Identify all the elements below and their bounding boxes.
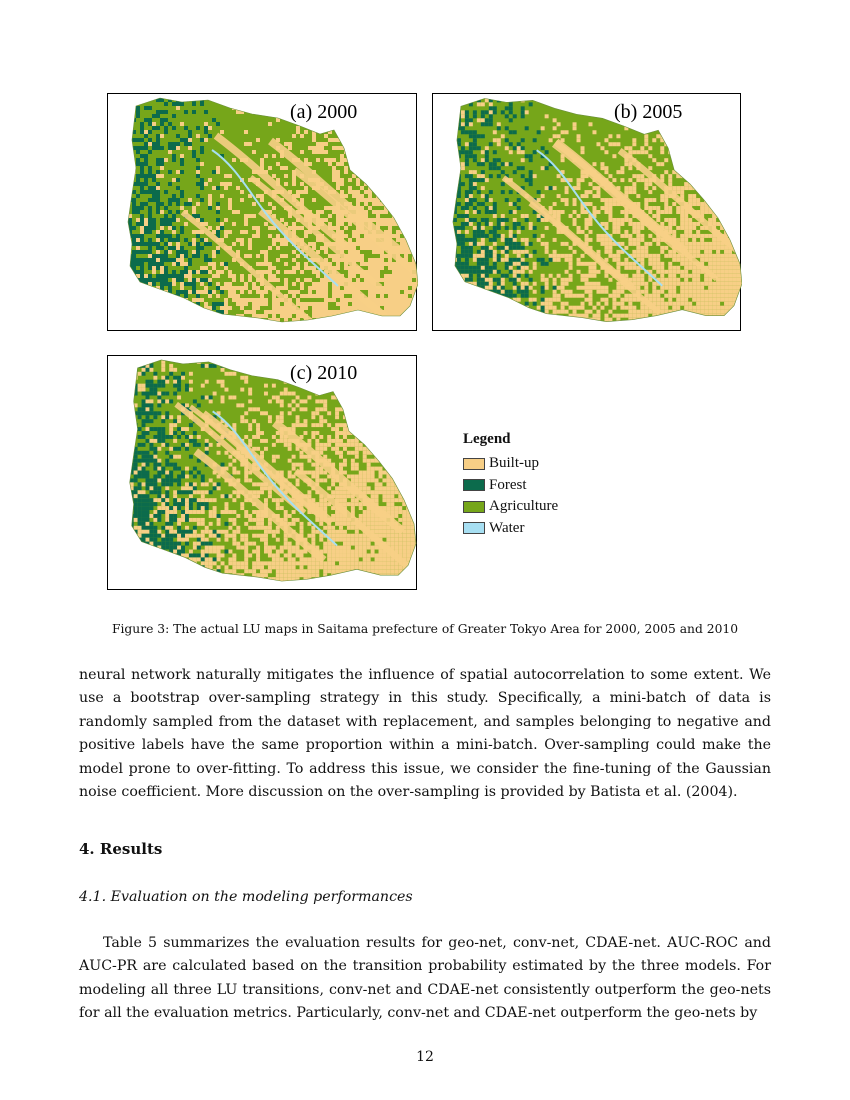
legend-label-forest: Forest xyxy=(489,476,527,493)
map-panel-2005 xyxy=(432,93,741,331)
lu-map-2000 xyxy=(108,94,418,332)
lu-map-2010 xyxy=(108,356,418,591)
legend-swatch-agriculture xyxy=(463,501,485,513)
panel-label-2010: (c) 2010 xyxy=(290,362,358,384)
body-paragraph-2: Table 5 summarizes the evaluation results for geo-net, conv-net, CDAE-net. AUC-ROC and AUC-PR are calculated based on the transition probability estimated by the three models. For modeling all three LU transitions, conv-net and CDAE-net consistently outperform the geo-nets for all the evaluation metrics. Particularly, conv-net and CDAE-net outperform the geo-nets by xyxy=(79,935,771,1022)
map-panel-2010 xyxy=(107,355,417,590)
map-panel-2000 xyxy=(107,93,417,331)
body-paragraph-1: neural network naturally mitigates the influence of spatial autocorrelation to some extent. We use a bootstrap over-sampling strategy in this study. Specifically, a mini-batch of data is randomly sampled from the dataset with replacement, and samples belonging to negative and positive labels have the same proportion within a mini-batch. Over-sampling could make the model prone to over-fitting. To address this issue, we consider the fine-tuning of the Gaussian noise coefficient. More discussion on the over-sampling is provided by Batista et al. (2004). xyxy=(79,667,771,801)
legend-label-built-up: Built-up xyxy=(489,455,540,472)
legend-label-agriculture: Agriculture xyxy=(489,498,559,515)
legend-item-agriculture xyxy=(463,496,558,518)
panel-label-2005: (b) 2005 xyxy=(614,101,683,123)
panel-label-2000: (a) 2000 xyxy=(290,101,358,123)
legend-swatch-built-up xyxy=(463,458,485,470)
figure-caption: Figure 3: The actual LU maps in Saitama prefecture of Greater Tokyo Area for 2000, 2005 and 2010 xyxy=(111,622,739,636)
subsection-heading: 4.1. Evaluation on the modeling performances xyxy=(79,889,413,905)
legend-item-water xyxy=(463,518,558,540)
legend-item-forest xyxy=(463,475,558,497)
legend-title: Legend xyxy=(463,431,511,447)
lu-map-2005 xyxy=(433,94,742,332)
legend-item-built-up xyxy=(463,453,558,475)
legend-swatch-water xyxy=(463,522,485,534)
legend-swatch-forest xyxy=(463,479,485,491)
map-legend xyxy=(463,431,558,539)
page-number: 12 xyxy=(416,1049,434,1065)
section-heading: 4. Results xyxy=(79,840,163,858)
legend-label-water: Water xyxy=(489,519,525,536)
